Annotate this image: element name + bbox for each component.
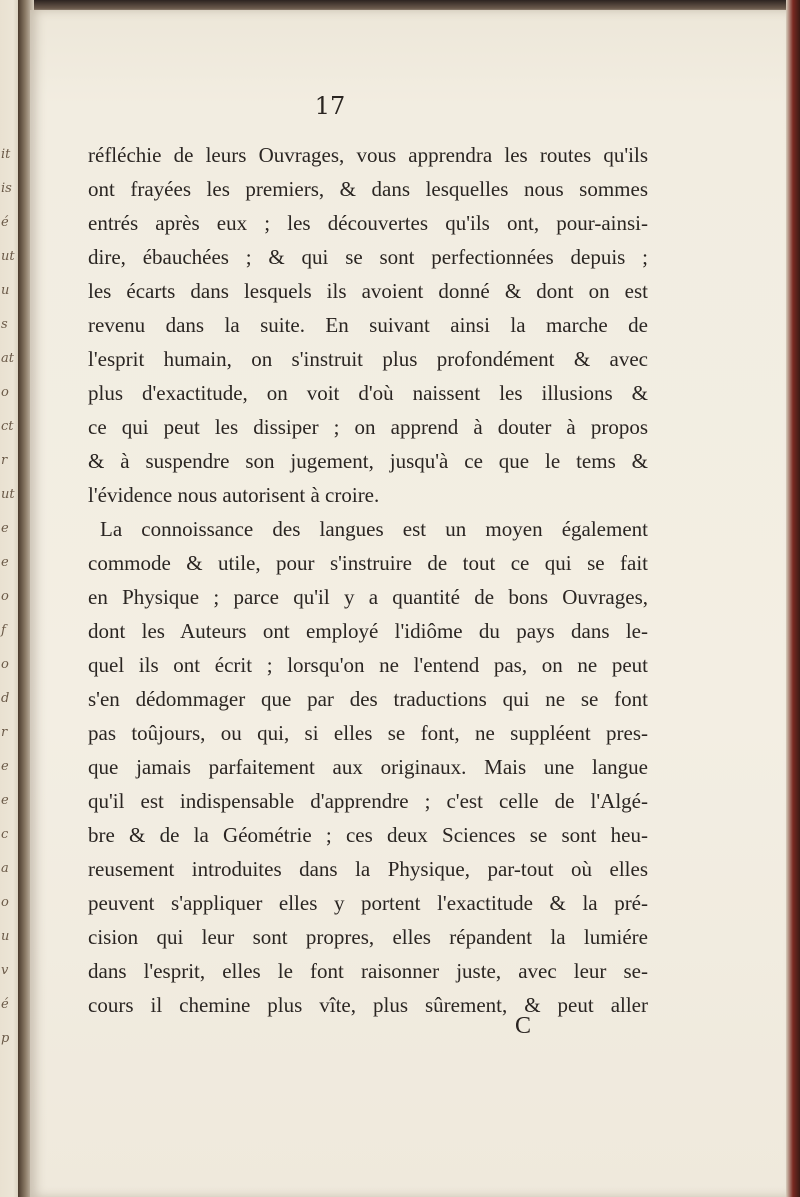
text-line: plus d'exactitude, on voit d'où naissent les illusions &	[88, 381, 648, 405]
prev-fragment: it	[1, 147, 11, 162]
prev-fragment: d	[1, 691, 10, 706]
text-line: quel ils ont écrit ; lorsqu'on ne l'entend pas, on ne peut	[88, 653, 648, 677]
prev-fragment: é	[1, 215, 9, 230]
text-line: que jamais parfaitement aux originaux. Mais une langue	[88, 755, 648, 779]
prev-fragment: s	[1, 317, 8, 332]
text-line: pas toûjours, ou qui, si elles se font, ne suppléent pres-	[88, 721, 648, 745]
prev-fragment: a	[1, 861, 9, 876]
paragraph-start-line: La connoissance des langues est un moyen également	[100, 517, 648, 541]
text-line: dans l'esprit, elles le font raisonner juste, avec leur se-	[88, 959, 648, 983]
prev-fragment: ut	[1, 487, 15, 502]
prev-fragment: v	[1, 963, 9, 978]
prev-fragment: f	[1, 623, 6, 638]
prev-fragment: u	[1, 283, 10, 298]
prev-fragment: ct	[1, 419, 14, 434]
book-page	[30, 10, 788, 1197]
text-line: peuvent s'appliquer elles y portent l'exactitude & la pré-	[88, 891, 648, 915]
prev-fragment: o	[1, 895, 9, 910]
text-line: réfléchie de leurs Ouvrages, vous apprendra les routes qu'ils	[88, 143, 648, 167]
text-line: dont les Auteurs ont employé l'idiôme du pays dans le-	[88, 619, 648, 643]
prev-fragment: u	[1, 929, 10, 944]
text-line: s'en dédommager que par des traductions qui ne se font	[88, 687, 648, 711]
prev-fragment: p	[1, 1031, 10, 1046]
prev-fragment: r	[1, 453, 8, 468]
text-line: en Physique ; parce qu'il y a quantité de bons Ouvrages,	[88, 585, 648, 609]
prev-fragment: e	[1, 759, 9, 774]
book-cover-edge	[786, 0, 800, 1197]
prev-fragment: o	[1, 657, 9, 672]
text-line: ce qui peut les dissiper ; on apprend à douter à propos	[88, 415, 648, 439]
prev-fragment: o	[1, 385, 9, 400]
text-line: ont frayées les premiers, & dans lesquelles nous sommes	[88, 177, 648, 201]
text-line: dire, ébauchées ; & qui se sont perfectionnées depuis ;	[88, 245, 648, 269]
text-line: cision qui leur sont propres, elles répandent la lumiére	[88, 925, 648, 949]
text-line: qu'il est indispensable d'apprendre ; c'est celle de l'Algé-	[88, 789, 648, 813]
signature-mark: C	[515, 1013, 532, 1039]
prev-fragment: is	[1, 181, 12, 196]
prev-fragment: c	[1, 827, 9, 842]
prev-fragment: e	[1, 793, 9, 808]
prev-fragment: ut	[1, 249, 15, 264]
text-line: & à suspendre son jugement, jusqu'à ce que le tems &	[88, 449, 648, 473]
prev-fragment: e	[1, 555, 9, 570]
text-line: revenu dans la suite. En suivant ainsi la marche de	[88, 313, 648, 337]
prev-fragment: at	[1, 351, 14, 366]
text-line: bre & de la Géométrie ; ces deux Sciences se sont heu-	[88, 823, 648, 847]
text-line: les écarts dans lesquels ils avoient donné & dont on est	[88, 279, 648, 303]
text-line: commode & utile, pour s'instruire de tout ce qui se fait	[88, 551, 648, 575]
page-number: 17	[314, 92, 346, 120]
text-line: entrés après eux ; les découvertes qu'ils ont, pour-ainsi-	[88, 211, 648, 235]
text-line: l'évidence nous autorisent à croire.	[88, 483, 380, 507]
prev-fragment: r	[1, 725, 8, 740]
text-line: reusement introduites dans la Physique, par-tout où elles	[88, 857, 648, 881]
prev-fragment: o	[1, 589, 9, 604]
text-line: cours il chemine plus vîte, plus sûrement, & peut aller	[88, 993, 648, 1017]
prev-fragment: é	[1, 997, 9, 1012]
text-line: l'esprit humain, on s'instruit plus profondément & avec	[88, 347, 648, 371]
prev-fragment: e	[1, 521, 9, 536]
